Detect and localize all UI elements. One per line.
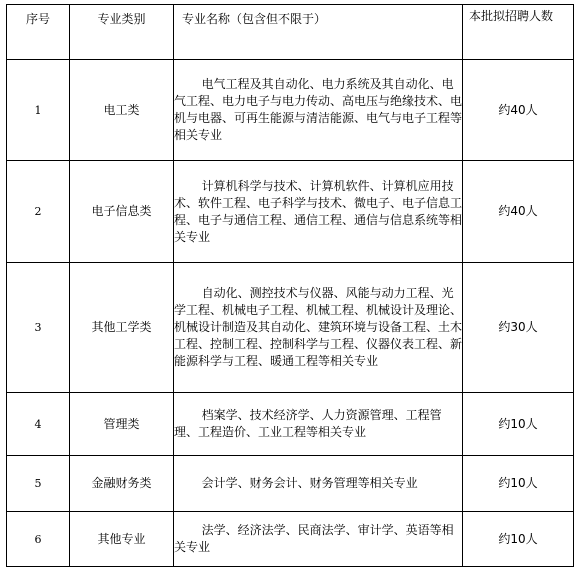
row-majors-text: 电气工程及其自动化、电力系统及其自动化、电气工程、电力电子与电力传动、高电压与绝缘技术、电机与电器、可再生能源与清洁能源、电气与电子工程等相关专业	[174, 77, 463, 142]
row-serial-number: 5	[7, 456, 70, 512]
row-majors-text: 自动化、测控技术与仪器、风能与动力工程、光学工程、机械电子工程、机械工程、机械设计及理论、机械设计制造及其自动化、建筑环境与设备工程、土木工程、控制工程、控制科学与工程、仪器仪表工程、新能源科学与工程、暖通工程等相关专业	[174, 286, 463, 368]
table-row	[7, 456, 574, 512]
header-planned-headcount: 本批拟招聘人数	[463, 5, 574, 60]
row-category: 其他专业	[70, 512, 174, 567]
row-headcount: 约30人	[463, 263, 574, 393]
recruitment-table	[6, 4, 574, 567]
table-row	[7, 60, 574, 161]
row-headcount: 约10人	[463, 456, 574, 512]
table-row	[7, 161, 574, 263]
row-majors-text: 计算机科学与技术、计算机软件、计算机应用技术、软件工程、电子科学与技术、微电子、电子信息工程、电子与通信工程、通信工程、通信与信息系统等相关专业	[174, 178, 463, 244]
row-majors-text: 会计学、财务会计、财务管理等相关专业	[201, 476, 418, 490]
row-majors-text: 档案学、技术经济学、人力资源管理、工程管理、工程造价、工业工程等相关专业	[174, 408, 442, 439]
header-major-names: 专业名称（包含但不限于）	[174, 5, 463, 60]
row-headcount: 约40人	[463, 161, 574, 263]
row-majors	[174, 263, 463, 393]
row-majors	[174, 456, 463, 512]
row-category: 金融财务类	[70, 456, 174, 512]
table-row	[7, 393, 574, 456]
row-majors-text: 法学、经济法学、民商法学、审计学、英语等相关专业	[174, 523, 454, 554]
row-majors	[174, 393, 463, 456]
row-serial-number: 1	[7, 60, 70, 161]
row-serial-number: 2	[7, 161, 70, 263]
row-serial-number: 4	[7, 393, 70, 456]
header-major-category: 专业类别	[70, 5, 174, 60]
table-row	[7, 512, 574, 567]
row-majors	[174, 161, 463, 263]
row-headcount: 约10人	[463, 512, 574, 567]
row-category: 电工类	[70, 60, 174, 161]
row-serial-number: 3	[7, 263, 70, 393]
header-serial-number: 序号	[7, 5, 70, 60]
row-majors	[174, 60, 463, 161]
row-headcount: 约10人	[463, 393, 574, 456]
row-majors	[174, 512, 463, 567]
table-header-row	[7, 5, 574, 60]
row-category: 其他工学类	[70, 263, 174, 393]
table-row	[7, 263, 574, 393]
row-headcount: 约40人	[463, 60, 574, 161]
row-serial-number: 6	[7, 512, 70, 567]
row-category: 管理类	[70, 393, 174, 456]
row-category: 电子信息类	[70, 161, 174, 263]
